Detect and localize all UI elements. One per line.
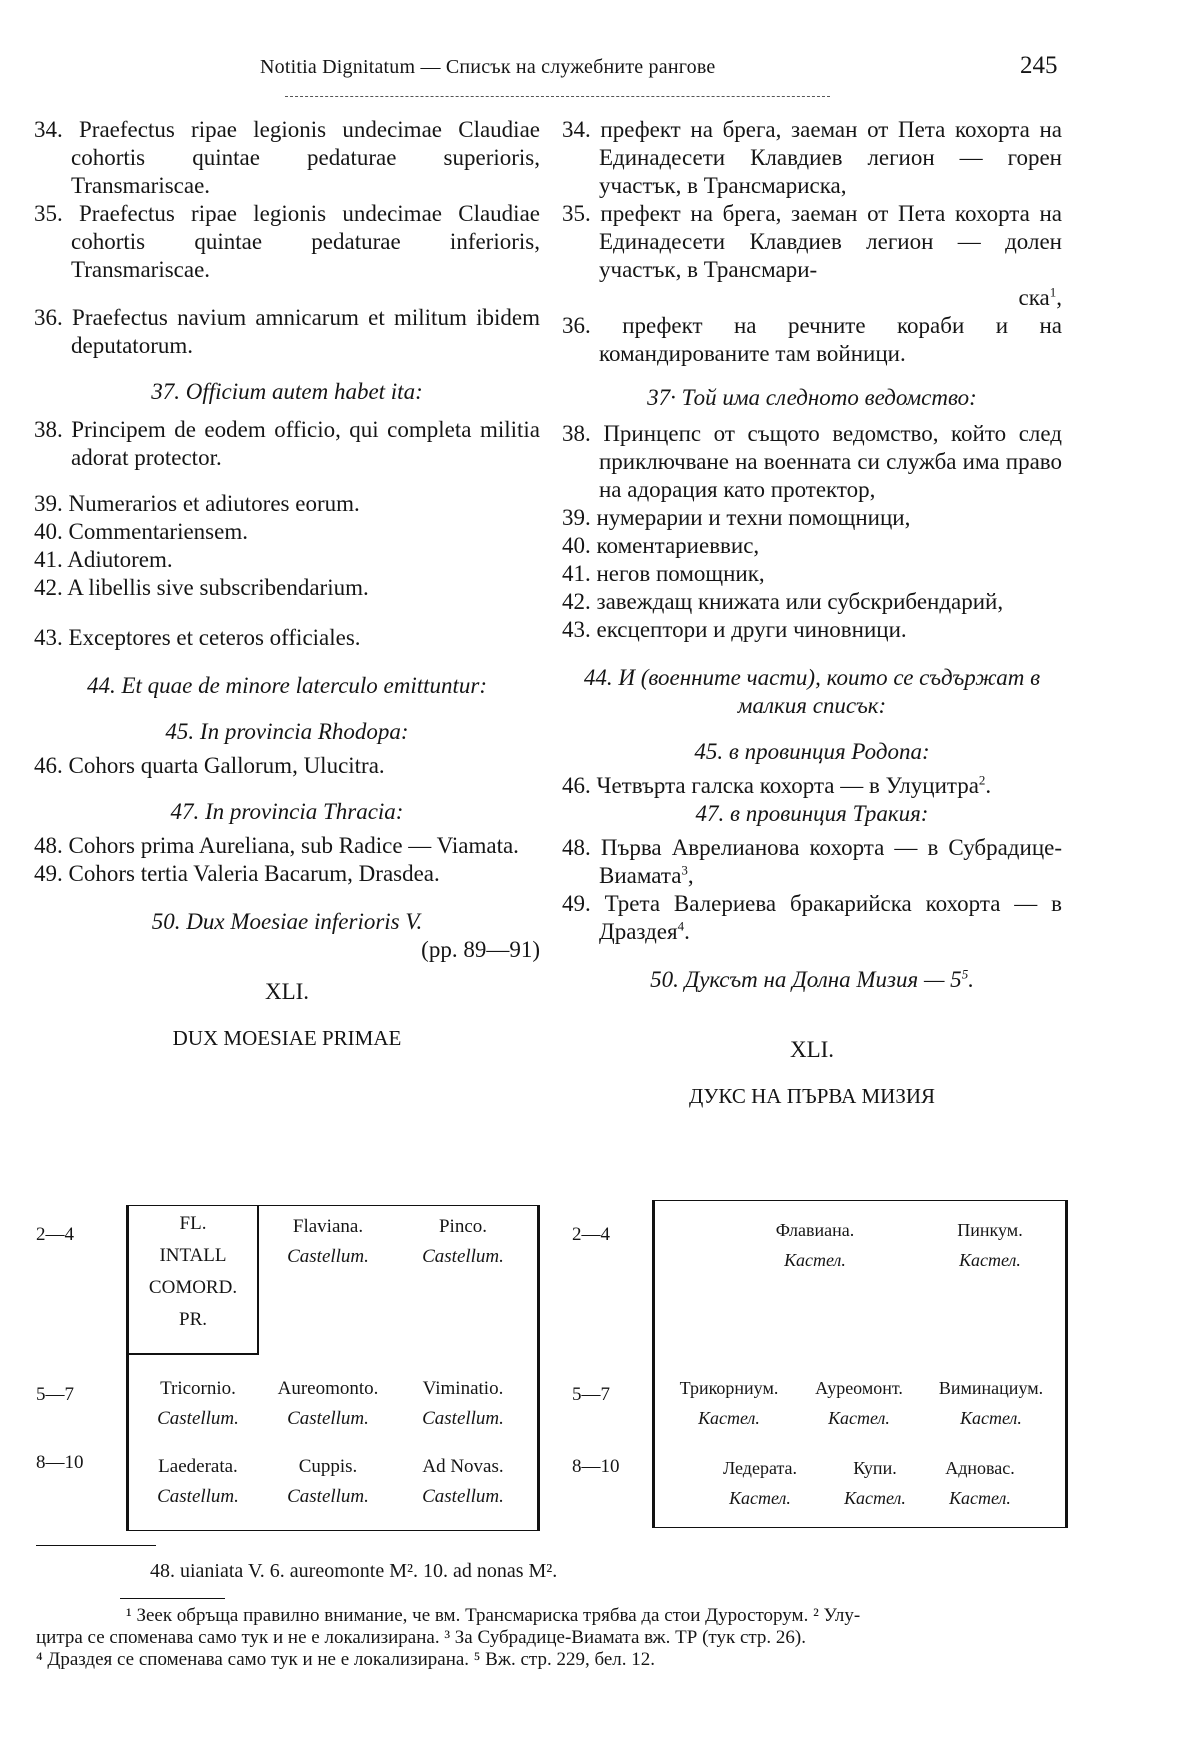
bulgarian-heading-45: 45. в провинция Родопа: xyxy=(694,739,930,764)
bulgarian-chapter-number: XLI. xyxy=(789,1037,835,1062)
fort-name: Ad Novas. xyxy=(422,1456,504,1477)
bulgarian-entry-46-text: 46. Четвърта галска кохорта — в Улуцитра xyxy=(562,773,979,798)
latin-insignia-table xyxy=(126,1205,540,1531)
fort-type: Castellum. xyxy=(287,1408,369,1429)
bulgarian-heading-47: 47. в провинция Тракия: xyxy=(695,801,929,826)
fort-cell xyxy=(661,1373,797,1433)
fort-cell xyxy=(263,1212,393,1272)
fort-name: Viminatio. xyxy=(422,1378,504,1399)
bulgarian-entry-38: 38. Принцепс от същото ведомство, който след приключване на военната си служба има право на адорация като протектор, xyxy=(562,421,1062,502)
fort-name: Пинкум. xyxy=(957,1220,1023,1240)
bulgarian-heading-37: 37· Той има следното ведомство: xyxy=(647,385,977,410)
latin-entry-38: 38. Principem de eodem officio, qui completa militia adorat protector. xyxy=(34,417,540,470)
insignia-line: COMORD. xyxy=(148,1277,238,1298)
fort-cell xyxy=(925,1453,1035,1513)
latin-heading-50: 50. Dux Moesiae inferioris V. xyxy=(151,909,423,934)
fort-cell xyxy=(725,1215,905,1275)
header-rule xyxy=(285,96,830,97)
fort-name: Трикорниум. xyxy=(679,1378,779,1398)
fort-name: Cuppis. xyxy=(298,1456,358,1477)
footnote-line: цитра се споменава само тук и не е локализирана. ³ За Субрадице-Виамата вж. ТР (тук стр. 26). xyxy=(36,1627,807,1648)
bulgarian-entry-48 xyxy=(562,834,1062,890)
right-table-row-label: 8—10 xyxy=(572,1456,620,1477)
bulgarian-entry-48-text: 48. Първа Аврелианова кохорта — в Субрадице-Виамата xyxy=(562,835,1062,888)
latin-entry-46: 46. Cohors quarta Gallorum, Ulucitra. xyxy=(34,753,385,778)
bulgarian-entry-49-text: 49. Трета Валериева бракарийска кохорта — в Драздея xyxy=(562,891,1062,944)
footnote-ref-2[interactable]: 2 xyxy=(978,772,986,788)
bulgarian-heading-50-text: 50. Дуксът на Долна Мизия — 5 xyxy=(650,967,962,992)
fort-cell xyxy=(397,1374,529,1434)
bulgarian-entry-42: 42. завеждащ книжата или субскрибендарий, xyxy=(562,589,1004,614)
fort-cell xyxy=(133,1452,263,1512)
left-table-row-label: 8—10 xyxy=(36,1452,84,1473)
fort-name: Tricornio. xyxy=(160,1378,236,1399)
insignia-line: PR. xyxy=(179,1309,207,1330)
latin-chapter-number: XLI. xyxy=(264,979,310,1004)
fort-cell xyxy=(263,1452,393,1512)
footnote-ref-5[interactable]: 5 xyxy=(961,966,969,982)
critical-apparatus: 48. uianiata V. 6. aureomonte M². 10. ad nonas M². xyxy=(150,1560,558,1582)
latin-heading-45: 45. In provincia Rhodopa: xyxy=(165,719,409,744)
fort-type: Кастел. xyxy=(949,1488,1011,1508)
fort-cell xyxy=(397,1212,529,1272)
bulgarian-entry-49 xyxy=(562,890,1062,946)
insignia-line: INTALL xyxy=(159,1245,227,1266)
fort-name: Pinco. xyxy=(438,1216,488,1237)
insignia-line: FL. xyxy=(179,1213,207,1234)
latin-page-ref: (pp. 89—91) xyxy=(421,937,540,962)
left-table-row-label: 5—7 xyxy=(36,1384,74,1405)
latin-heading-44: 44. Et quae de minore laterculo emittuntur: xyxy=(86,673,488,698)
bulgarian-entry-46 xyxy=(562,772,1062,800)
fort-type: Castellum. xyxy=(157,1408,239,1429)
footnote-rule xyxy=(120,1598,225,1599)
fort-name: Адновас. xyxy=(945,1458,1015,1478)
footnote-ref-3[interactable]: 3 xyxy=(681,862,688,878)
bulgarian-entry-35-word: ска xyxy=(1018,285,1050,310)
bulgarian-column xyxy=(562,116,1062,1110)
fort-cell xyxy=(921,1373,1061,1433)
fort-name: Laederata. xyxy=(158,1456,238,1477)
latin-entry-40: 40. Commentariensem. xyxy=(34,519,248,544)
bulgarian-entry-41: 41. негов помощник, xyxy=(562,561,765,586)
bulgarian-chapter-title: ДУКС НА ПЪРВА МИЗИЯ xyxy=(688,1084,936,1108)
bulgarian-entry-36: 36. префект на речните кораби и на командированите там войници. xyxy=(562,313,1062,366)
fort-name: Flaviana. xyxy=(292,1216,364,1237)
insignia-box xyxy=(129,1206,259,1355)
fort-type: Кастел. xyxy=(828,1408,890,1428)
latin-entry-43: 43. Exceptores et ceteros officiales. xyxy=(34,625,361,650)
fort-cell xyxy=(263,1374,393,1434)
latin-entry-42: 42. A libellis sive subscribendarium. xyxy=(34,575,369,600)
running-header: Notitia Dignitatum — Списък на служебните рангове xyxy=(260,56,716,78)
bulgarian-heading-50 xyxy=(562,966,1062,994)
footnote-ref-1[interactable]: 1 xyxy=(1049,284,1057,300)
latin-heading-37: 37. Officium autem habet ita: xyxy=(151,379,423,404)
fort-type: Castellum. xyxy=(287,1486,369,1507)
latin-entry-48: 48. Cohors prima Aureliana, sub Radice — Viamata. xyxy=(34,833,519,858)
fort-cell xyxy=(925,1215,1055,1275)
right-table-row-label: 2—4 xyxy=(572,1224,610,1245)
fort-type: Кастел. xyxy=(844,1488,906,1508)
footnote-ref-4[interactable]: 4 xyxy=(677,918,685,934)
bulgarian-entry-34: 34. префект на брега, заеман от Пета кохорта на Единадесети Клавдиев легион — горен участък, в Трансмариска, xyxy=(562,117,1062,198)
apparatus-rule xyxy=(36,1545,156,1546)
fort-name: Ауреомонт. xyxy=(815,1378,903,1398)
latin-chapter-title: DUX MOESIAE PRIMAE xyxy=(172,1026,402,1050)
fort-type: Кастел. xyxy=(959,1250,1021,1270)
fort-type: Castellum. xyxy=(422,1408,504,1429)
bulgarian-entry-43: 43. ексцептори и други чиновници. xyxy=(562,617,907,642)
bulgarian-entry-46-punct: . xyxy=(985,773,992,798)
fort-name: Виминациум. xyxy=(938,1378,1044,1398)
bulgarian-heading-50-punct: . xyxy=(968,967,974,992)
left-table-row-label: 2—4 xyxy=(36,1224,74,1245)
latin-heading-47: 47. In provincia Thracia: xyxy=(170,799,404,824)
fort-type: Кастел. xyxy=(698,1408,760,1428)
fort-type: Кастел. xyxy=(729,1488,791,1508)
latin-entry-49: 49. Cohors tertia Valeria Bacarum, Drasdea. xyxy=(34,861,440,886)
page-number: 245 xyxy=(1020,52,1058,79)
bulgarian-insignia-table xyxy=(652,1200,1068,1528)
bulgarian-heading-44: 44. И (военните части), които се съдържат в малкия списък: xyxy=(583,665,1041,718)
latin-entry-36: 36. Praefectus navium amnicarum et militum ibidem deputatorum. xyxy=(34,305,540,358)
fort-name: Aureomonto. xyxy=(277,1378,379,1399)
fort-cell xyxy=(695,1453,825,1513)
fort-name: Флавиана. xyxy=(775,1220,855,1240)
bulgarian-entry-35-end xyxy=(599,284,1062,312)
latin-column xyxy=(34,116,540,1052)
fort-cell xyxy=(797,1373,921,1433)
latin-entry-39: 39. Numerarios et adiutores eorum. xyxy=(34,491,360,516)
bulgarian-entry-49-punct: . xyxy=(684,919,690,944)
latin-entry-34: 34. Praefectus ripae legionis undecimae Claudiae cohortis quintae pedaturae superioris, Transmariscae. xyxy=(34,117,540,198)
fort-type: Castellum. xyxy=(287,1246,369,1267)
footnote-line: ⁴ Драздея се споменава само тук и не е локализирана. ⁵ Вж. стр. 229, бел. 12. xyxy=(36,1649,656,1670)
fort-name: Ледерата. xyxy=(722,1458,798,1478)
fort-type: Castellum. xyxy=(422,1246,504,1267)
fort-type: Кастел. xyxy=(784,1250,846,1270)
latin-entry-41: 41. Adiutorem. xyxy=(34,547,173,572)
bulgarian-entry-48-punct: , xyxy=(687,863,694,888)
bulgarian-entry-39: 39. нумерарии и техни помощници, xyxy=(562,505,911,530)
latin-entry-35: 35. Praefectus ripae legionis undecimae Claudiae cohortis quintae pedaturae inferioris, Transmariscae. xyxy=(34,201,540,282)
bulgarian-entry-35 xyxy=(562,200,1062,312)
bulgarian-entry-35-text: 35. префект на брега, заеман от Пета кохорта на Единадесети Клавдиев легион — долен участък, в Трансмари- xyxy=(562,201,1062,282)
bulgarian-entry-40: 40. коментариеввис, xyxy=(562,533,760,558)
fort-type: Castellum. xyxy=(422,1486,504,1507)
fort-type: Кастел. xyxy=(960,1408,1022,1428)
fort-cell xyxy=(133,1374,263,1434)
fort-type: Castellum. xyxy=(157,1486,239,1507)
bulgarian-entry-35-punct: , xyxy=(1056,285,1062,310)
fort-name: Купи. xyxy=(853,1458,897,1478)
fort-cell xyxy=(825,1453,925,1513)
right-table-row-label: 5—7 xyxy=(572,1384,610,1405)
fort-cell xyxy=(397,1452,529,1512)
footnote-line: ¹ Зеек обръща правилно внимание, че вм. Трансмариска трябва да стои Дуросторум. ² Улу- xyxy=(126,1605,861,1626)
